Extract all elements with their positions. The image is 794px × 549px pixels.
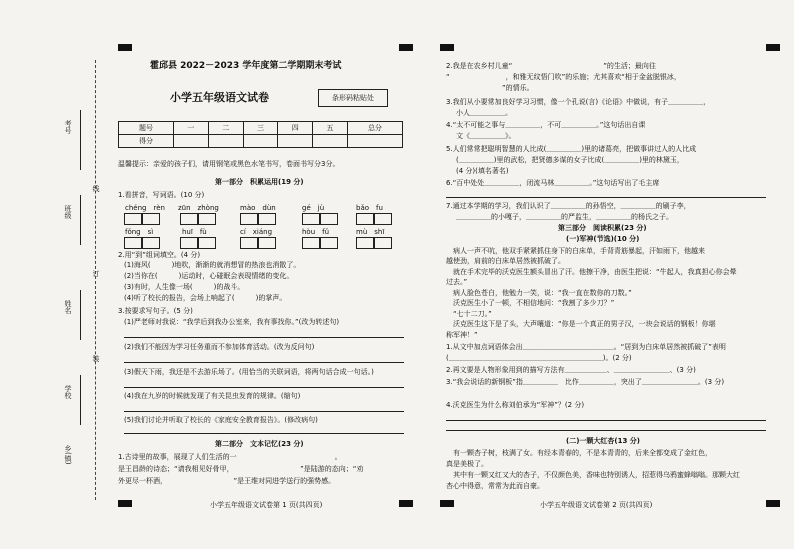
registration-mark-bottom-mid-left (399, 500, 413, 507)
score-header: 五 (313, 122, 348, 135)
page-footer-right: 小学五年级语文试卷第 2 页(共四页) (540, 501, 653, 509)
reading-1-line: 病人脸色苍白，他勉力一笑，说：“我一直在数你的刀数。” (446, 289, 632, 297)
exam-number-field[interactable] (80, 110, 81, 170)
answer-box[interactable] (124, 237, 142, 249)
reading-question-4: 4.沃克医生为什么称刘伯承为“军神”？(2 分) (446, 401, 585, 409)
reading-2-line: 有一颗杏子树，枝满了女。有经本青春的，不是本青青的，后来全都变成了金红色， (446, 449, 712, 457)
question-2-line: (3)有时，人生像一场( )的战斗。 (124, 283, 245, 291)
answer-box[interactable] (374, 237, 392, 249)
name-field[interactable] (80, 290, 81, 340)
reading-question-2: 2.再文要是人物形象用到的描写方法有＿＿＿＿＿＿、＿＿＿＿＿＿＿＿、(3 分) (446, 366, 696, 374)
question-2-line: (4)听了校长的报告，会场上响起了( )的掌声。 (124, 294, 287, 302)
reading-1-line: 病人一声不吭，他双手紧紧抓住身下的白床单，手背青筋暴起，汗如雨下，他越来 (446, 247, 705, 255)
reading-question-1-b: (＿＿＿＿＿＿＿＿＿＿＿＿＿＿＿＿＿＿＿＿＿＿)。(2 分) (446, 354, 632, 362)
right-question-2-line: ”的情乐。 (446, 84, 534, 92)
part3-heading: 第三部分 阅读积累(23 分) (558, 224, 647, 232)
pinyin: zūn zhòng (178, 204, 219, 212)
reading-2-line: 真是美极了。 (446, 460, 488, 468)
side-label-class: 班级 (64, 205, 72, 219)
pinyin: huī fù (182, 228, 207, 236)
answer-box[interactable] (142, 237, 160, 249)
part2-heading: 第二部分 文本记忆(23 分) (215, 440, 304, 448)
answer-box[interactable] (180, 213, 198, 225)
answer-box[interactable] (240, 213, 258, 225)
score-cell[interactable] (313, 135, 348, 148)
answer-box[interactable] (180, 237, 198, 249)
question-4-line: 外更尽一杯酒， ”是王维对同进学送行的强势感。 (118, 477, 336, 485)
reading-2-line: 其中有一颗又红又大的杏子，不仅颜色美，香味也特别诱人，招惹得乌鸦蜜蜂嗡嗡。那颗大红 (446, 471, 740, 479)
reading-1-line: 就在手术完毕的沃克医生额头冒出了汗。他擦干净，由医生把说：“牛起人，我真担心你会晕 (446, 268, 737, 276)
reading-2-line: 杏心中得意，常常为此而自豪。 (446, 482, 544, 490)
answer-line[interactable] (446, 420, 766, 421)
reading-1-line: 沃克医生小了一顿，不相信地问：“我割了多少刀？” (446, 299, 615, 307)
score-header: 总分 (347, 122, 402, 135)
part1-heading: 第一部分 积累运用(19 分) (215, 178, 304, 186)
pinyin: bǎo fu (356, 204, 383, 212)
score-table-header-row (119, 122, 403, 135)
right-question-5: 5.人们常常把聪明智慧的人比成(＿＿＿＿＿)里的诸葛亮，把做事讲过人的人比成 (446, 145, 697, 153)
score-table-score-row (119, 135, 403, 148)
question-2: 2.用“到”组词填空。(4 分) (118, 251, 201, 259)
exam-title: 霍邱县 2022－2023 学年度第二学期期末考试 (150, 61, 342, 71)
score-cell[interactable] (208, 135, 243, 148)
score-cell[interactable] (347, 135, 402, 148)
score-header: 二 (208, 122, 243, 135)
answer-line[interactable] (446, 430, 766, 431)
score-table (118, 121, 403, 148)
answer-box[interactable] (302, 237, 320, 249)
registration-mark-bottom-left (118, 500, 132, 507)
answer-box[interactable] (320, 237, 338, 249)
registration-mark-bottom-right (766, 500, 780, 507)
right-question-2-line: “ ，和雅无纹悟门吹”的乐施；尤其喜欢“相于金盆脱银冰， (446, 73, 681, 81)
answer-box[interactable] (198, 213, 216, 225)
right-question-3-b: 小人＿＿＿＿＿。 (456, 109, 512, 117)
question-3-line: (3)假天下雨，我还是不去游乐场了。(用恰当的关联词语，将两句话合成一句话。) (124, 368, 374, 376)
right-question-6: 6.“百中处处＿＿＿＿＿，闭流马林＿＿＿＿＿。”这句话写出了毛主席 (446, 179, 660, 187)
class-field[interactable] (80, 195, 81, 245)
answer-box[interactable] (124, 213, 142, 225)
side-label-name: 姓名 (64, 300, 72, 314)
pinyin: chéng rèn (125, 204, 165, 212)
registration-mark-top-right-left (399, 44, 413, 51)
question-3: 3.按要求写句子。(5 分) (118, 307, 193, 315)
barcode-label: 条形码粘贴处 (332, 94, 374, 102)
barcode-area[interactable] (318, 89, 388, 107)
reading-question-1: 1.从文中加点词语体会出＿＿＿＿＿＿＿＿＿＿＿＿＿。“居到为白床单居然被抓破了”表明 (446, 343, 726, 351)
question-2-line: (1)海风( )地吹，渐渐的就消想冒的热浪也消散了。 (124, 261, 301, 269)
school-field[interactable] (80, 375, 81, 425)
right-question-4: 4.“太不可能之事与＿＿＿＿＿，不可＿＿＿＿＿。”这句话出自课 (446, 121, 646, 129)
answer-line[interactable] (124, 337, 404, 338)
answer-box[interactable] (302, 213, 320, 225)
answer-box[interactable] (356, 237, 374, 249)
registration-mark-top-left-right (440, 44, 454, 51)
question-1: 1.看拼音，写词语。(10 分) (118, 191, 205, 199)
binding-label-pack: 装 (92, 355, 100, 362)
score-cell[interactable] (174, 135, 209, 148)
score-header: 题号 (119, 122, 174, 135)
question-3-line: (2)我们不能因为学习任务重而不参加体育活动。(改为反问句) (124, 343, 315, 351)
registration-mark-top-right (766, 44, 780, 51)
pinyin: mào dùn (240, 204, 276, 212)
answer-line[interactable] (124, 387, 404, 388)
answer-line[interactable] (124, 362, 404, 363)
reading-question-3: 3.“我会说话的新钢板”指＿＿＿＿＿ 比作＿＿＿＿＿，突出了＿＿＿＿＿＿＿＿。(3 分) (446, 378, 725, 386)
reading-1-line: 沃克医生这下是了头，大声嚷道：“你是一个真正的男子汉，一块会说话的钢板！你堪 (446, 320, 716, 328)
score-cell[interactable] (278, 135, 313, 148)
binding-label-order: 订 (92, 270, 100, 277)
score-header: 三 (243, 122, 278, 135)
subject-title: 小学五年级语文试卷 (170, 91, 269, 104)
question-3-line: (5)我们讨论并听取了校长的《家庭安全教育报告》。(修改病句) (124, 416, 318, 424)
pinyin: cí xiáng (240, 228, 273, 236)
side-label-town: 乡(镇) (64, 445, 72, 465)
reading-1-line: 越使劲，肩前的白床单居然被抓破了。 (446, 257, 565, 265)
answer-line[interactable] (124, 433, 404, 434)
page-footer-left: 小学五年级语文试卷第 1 页(共四页) (210, 501, 323, 509)
right-question-2-line: 2.我是在农乡村儿童“ ”的生活；最向往 (446, 62, 656, 70)
binding-line (95, 60, 96, 500)
question-4-line: 是王昌龄的诗态；“请我相见好骨甲， ”是陆游的态向；“劝 (118, 465, 364, 473)
right-question-5-c: (4 分)(填名著名) (456, 167, 509, 175)
side-label-exam-number: 考号 (64, 120, 72, 134)
right-question-3: 3.我们从小要常加良好学习习惯，像一个孔说(言)《论语》中做说，有子＿＿＿＿＿， (446, 98, 711, 106)
question-4-line: 1.古诗里的故事，展现了人们生活的一 。 (118, 453, 342, 461)
score-row-label: 得分 (119, 135, 174, 148)
pinyin: mù shī (356, 228, 385, 236)
right-question-4-b: 文《＿＿＿＿＿》。 (456, 132, 516, 140)
score-header: 一 (174, 122, 209, 135)
answer-line[interactable] (446, 197, 766, 198)
reading-2-title: (二)一颗大红杏(13 分) (566, 437, 640, 445)
answer-box[interactable] (374, 213, 392, 225)
binding-label-line: 线 (92, 185, 100, 192)
question-2-line: (2)当你在( )运动时，心碰眠会表现情绪的变化。 (124, 272, 294, 280)
answer-box[interactable] (258, 213, 276, 225)
reading-1-line: 过去。” (446, 278, 468, 286)
right-question-7: 7.通过本学期的学习，我们认识了＿＿＿＿＿的孙悟空，＿＿＿＿＿的刷子李， (446, 202, 691, 210)
question-3-line: (1)严老师对我说：“我学后到我办公室来，我有事找你。”(改为转述句) (124, 318, 340, 326)
score-cell[interactable] (243, 135, 278, 148)
answer-line[interactable] (124, 411, 404, 412)
answer-box[interactable] (142, 213, 160, 225)
pinyin: hòu fǔ (302, 228, 330, 236)
answer-box[interactable] (320, 213, 338, 225)
pinyin: gé jù (302, 204, 325, 212)
answer-box[interactable] (258, 237, 276, 249)
score-header: 四 (278, 122, 313, 135)
answer-box[interactable] (198, 237, 216, 249)
right-question-7-b: ＿＿＿＿＿的小嘎子，＿＿＿＿＿的严监生，＿＿＿＿＿的杨氏之子。 (456, 213, 673, 221)
question-3-line: (4)我在九岁的时候就发现了有关昆虫发育的规律。(缩句) (124, 392, 301, 400)
registration-mark-bottom-mid-right (440, 500, 454, 507)
answer-box[interactable] (356, 213, 374, 225)
reading-1-title: (一)军神(节选)(10 分) (566, 235, 640, 243)
pinyin: fǒng sì (125, 228, 154, 236)
registration-mark-top-left (118, 44, 132, 51)
side-label-school: 学校 (64, 385, 72, 399)
reading-1-line: 称军神！” (446, 331, 478, 339)
right-question-5-b: (＿＿＿＿＿)里的武松，把贤德多谋的女子比成(＿＿＿＿＿)里的林黛玉， (456, 156, 684, 164)
instruction-text: 温馨提示：亲爱的孩子们，请用钢笔或黑色水笔书写，卷面书写分3分。 (118, 160, 340, 168)
answer-box[interactable] (240, 237, 258, 249)
reading-1-line: “七十二刀。” (446, 310, 492, 318)
